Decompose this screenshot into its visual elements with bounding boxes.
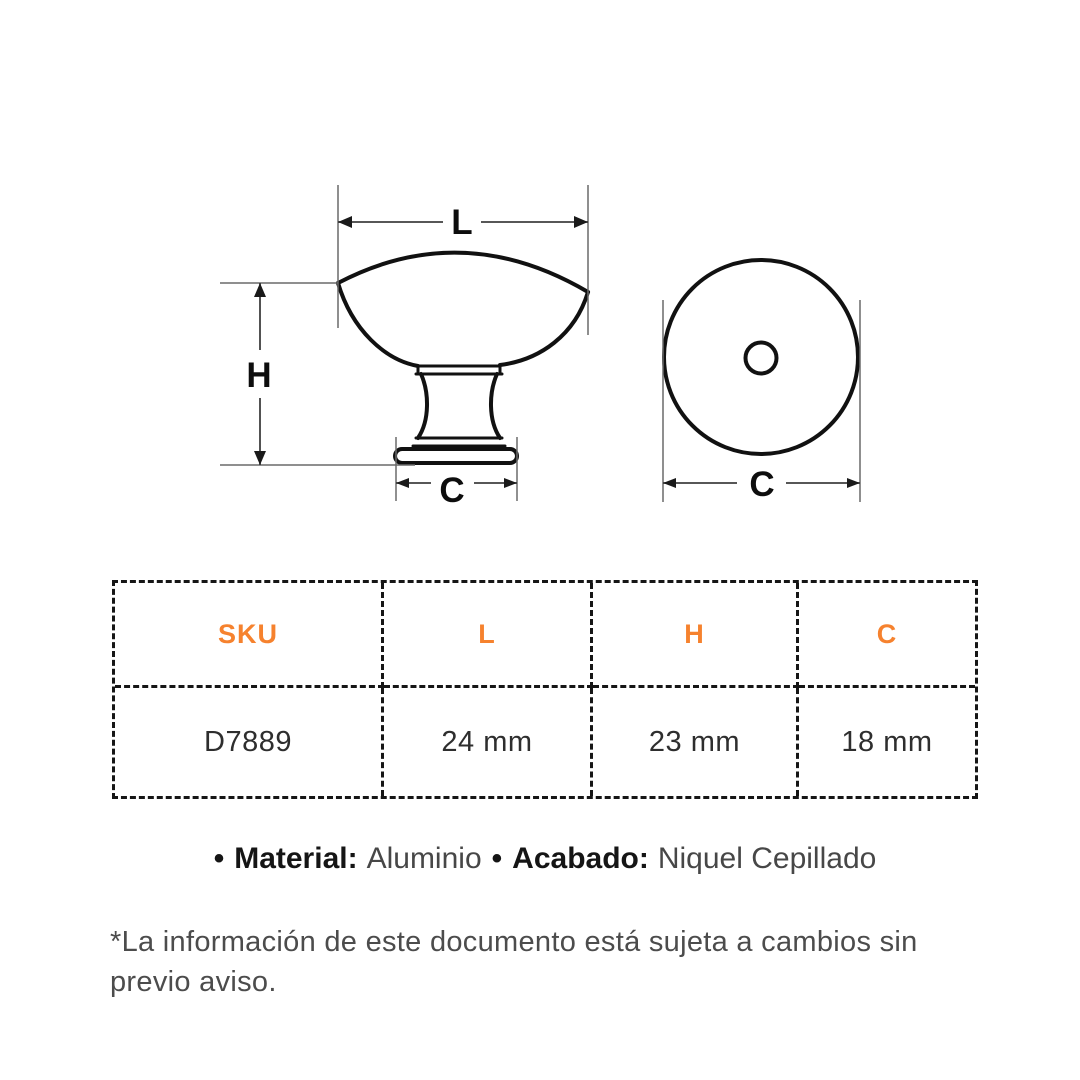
dimension-C-front	[663, 300, 860, 504]
knob-base-plate	[395, 449, 517, 463]
spec-table-header-c	[799, 583, 975, 688]
spec-table-cell-c	[799, 688, 975, 796]
knob-side-view	[338, 253, 588, 463]
bullet-icon: •	[213, 842, 225, 875]
spec-table-header-sku	[115, 583, 384, 688]
value-l: 24 mm	[441, 725, 533, 758]
knob-head-bottom-right-curve	[500, 292, 588, 365]
header-label-sku: SKU	[217, 618, 278, 649]
dimension-C-front-label: C	[749, 465, 775, 504]
finish-label: Acabado:	[512, 842, 649, 875]
spec-table-cell-sku	[115, 688, 384, 796]
knob-lower-collar	[413, 438, 505, 446]
knob-head-bottom-left-curve	[338, 283, 418, 366]
material-finish-line	[0, 842, 1080, 876]
knob-front-view	[664, 260, 858, 454]
spec-table	[112, 580, 978, 799]
header-label-h: H	[684, 618, 705, 649]
knob-head-top-curve	[338, 253, 588, 292]
material-label: Material:	[234, 842, 358, 875]
dimension-C-side-label: C	[439, 471, 465, 510]
dimension-H	[220, 283, 415, 465]
disclaimer-footnote: *La información de este documento está sujeta a cambios sin previo aviso.	[110, 926, 918, 998]
material-value: Aluminio	[366, 842, 482, 875]
dimension-H-label: H	[246, 356, 272, 395]
spec-table-header-l	[384, 583, 593, 688]
knob-front-outline	[664, 260, 858, 454]
spec-table-cell-l	[384, 688, 593, 796]
header-label-c: C	[876, 618, 898, 649]
knob-collar	[416, 366, 502, 374]
knob-neck-right	[491, 374, 500, 438]
dimension-L	[338, 185, 588, 335]
spec-table-header-h	[593, 583, 799, 688]
bullet-icon: •	[491, 842, 503, 875]
knob-front-screw-hole	[746, 343, 777, 374]
value-sku: D7889	[204, 725, 292, 758]
spec-table-cell-h	[593, 688, 799, 796]
dimension-L-label: L	[451, 203, 473, 242]
header-label-l: L	[478, 618, 496, 649]
knob-neck-left	[418, 374, 427, 438]
value-h: 23 mm	[648, 725, 741, 758]
finish-value: Niquel Cepillado	[657, 842, 877, 875]
value-c: 18 mm	[841, 725, 933, 758]
